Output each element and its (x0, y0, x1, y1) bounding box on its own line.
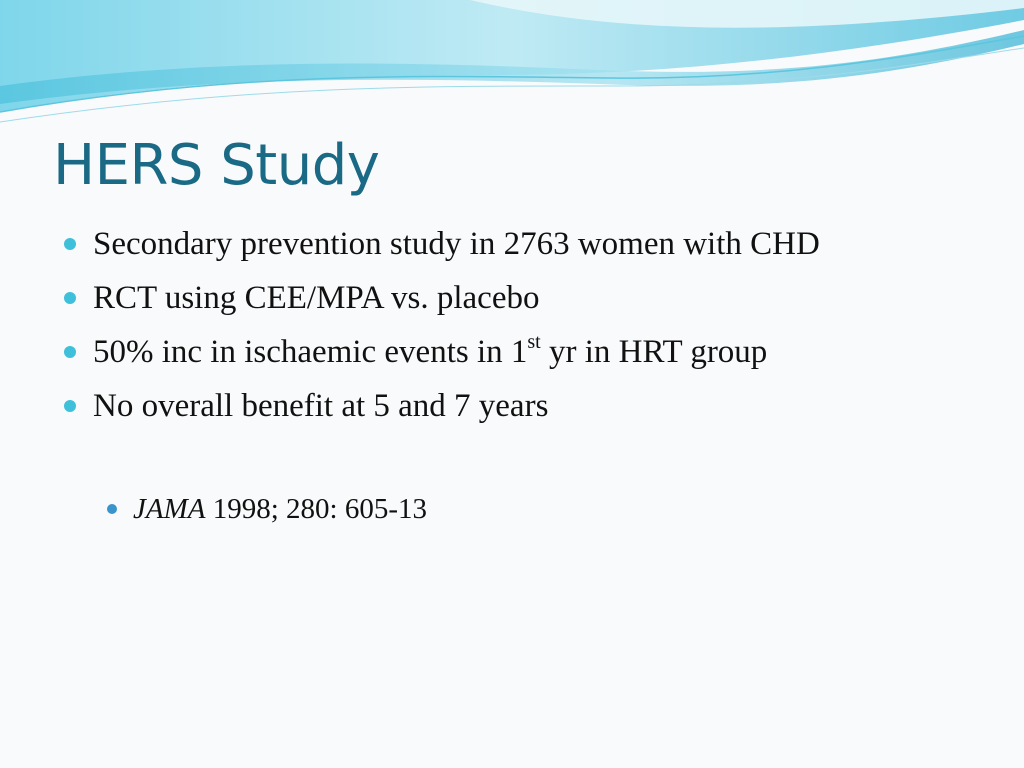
bullet-item (0, 275, 1024, 329)
ordinal-superscript: st (527, 331, 541, 353)
wave-header-decoration (0, 0, 1024, 130)
bullet-item (0, 221, 1024, 275)
bullet-list (0, 221, 1024, 437)
journal-name: JAMA (133, 493, 206, 525)
bullet-text-main: 50% inc in ischaemic events in 1 (93, 334, 528, 370)
bullet-item (0, 329, 1024, 383)
citation-details: 1998; 280: 605-13 (205, 493, 427, 525)
bullet-dot-icon (64, 238, 76, 250)
slide-title: HERS Study (53, 133, 380, 198)
bullet-text: RCT using CEE/MPA vs. placebo (93, 280, 540, 316)
reference-bullet (0, 490, 1024, 530)
bullet-dot-icon (64, 346, 76, 358)
bullet-dot-icon (64, 292, 76, 304)
bullet-text-rest: yr in HRT group (540, 334, 768, 370)
bullet-text: No overall benefit at 5 and 7 years (93, 388, 549, 424)
bullet-item (0, 383, 1024, 437)
bullet-text: Secondary prevention study in 2763 women with CHD (93, 226, 820, 262)
bullet-text (93, 329, 767, 375)
bullet-dot-icon (64, 400, 76, 412)
sub-bullet-dot-icon (107, 504, 117, 514)
reference-text (133, 490, 427, 528)
